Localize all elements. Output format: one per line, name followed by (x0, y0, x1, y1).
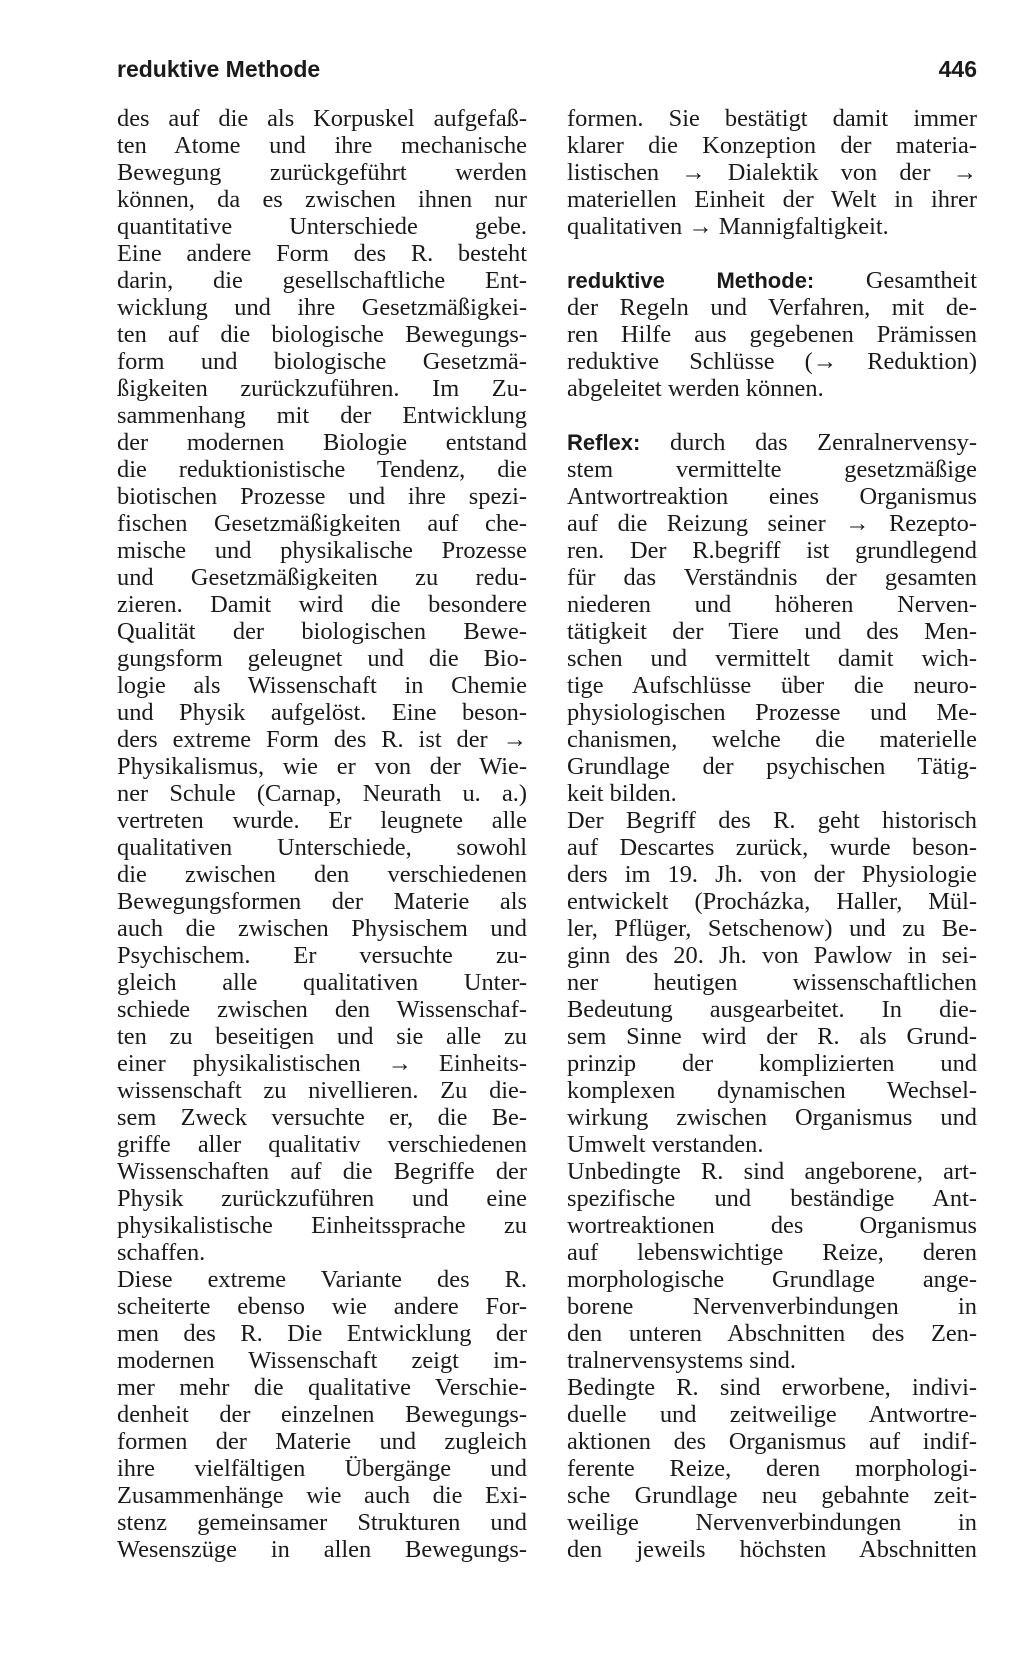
entry-keyword: Reflex: (567, 430, 641, 455)
text-line: formen. Sie bestätigt damit immer (567, 105, 977, 132)
text-line: materiellen Einheit der Welt in ihrer (567, 186, 977, 213)
text-line: prinzip der komplizierten und (567, 1050, 977, 1077)
text-line: und Gesetzmäßigkeiten zu redu- (117, 564, 527, 591)
text-line: logie als Wissenschaft in Chemie (117, 672, 527, 699)
text-line: ler, Pflüger, Setschenow) und zu Be- (567, 915, 977, 942)
running-head (117, 52, 977, 86)
text-line: spezifische und beständige Ant- (567, 1185, 977, 1212)
text-line: sche Grundlage neu gebahnte zeit- (567, 1482, 977, 1509)
text-line: duelle und zeitweilige Antwortre- (567, 1401, 977, 1428)
text-line: gungsform geleugnet und die Bio- (117, 645, 527, 672)
text-line: Qualität der biologischen Bewe- (117, 618, 527, 645)
text-line: können, da es zwischen ihnen nur (117, 186, 527, 213)
left-column (117, 105, 527, 1563)
text-line: ginn des 20. Jh. von Pawlow in sei- (567, 942, 977, 969)
text-line: auf lebenswichtige Reize, deren (567, 1239, 977, 1266)
text-line: Umwelt verstanden. (567, 1131, 764, 1158)
text-line: zieren. Damit wird die besondere (117, 591, 527, 618)
text-line: ten Atome und ihre mechanische (117, 132, 527, 159)
text-line: men des R. Die Entwicklung der (117, 1320, 527, 1347)
text-line: der modernen Biologie entstand (117, 429, 527, 456)
text-line: Zusammenhänge wie auch die Exi- (117, 1482, 527, 1509)
text-line: des auf die als Korpuskel aufgefaß- (117, 105, 527, 132)
text-line: mer mehr die qualitative Verschie- (117, 1374, 527, 1401)
entry-headline (567, 267, 977, 294)
text-line: Eine andere Form des R. besteht (117, 240, 527, 267)
text-line: schiede zwischen den Wissenschaf- (117, 996, 527, 1023)
text-line: Unbedingte R. sind angeborene, art- (567, 1158, 977, 1185)
entry-keyword: reduktive Methode: (567, 268, 815, 293)
running-head-title: reduktive Methode (117, 56, 321, 82)
text-line: ren. Der R.begriff ist grundlegend (567, 537, 977, 564)
text-line: formen der Materie und zugleich (117, 1428, 527, 1455)
text-line: abgeleitet werden können. (567, 375, 824, 402)
text-line: wissenschaft zu nivellieren. Zu die- (117, 1077, 527, 1104)
text-line: vertreten wurde. Er leugnete alle (117, 807, 527, 834)
text-line: fischen Gesetzmäßigkeiten auf che- (117, 510, 527, 537)
text-line: wortreaktionen des Organismus (567, 1212, 977, 1239)
text-line: ten zu beseitigen und sie alle zu (117, 1023, 527, 1050)
text-line: sammenhang mit der Entwicklung (117, 402, 527, 429)
text-line: Physikalismus, wie er von der Wie- (117, 753, 527, 780)
text-line: schen und vermittelt damit wich- (567, 645, 977, 672)
text-line: niederen und höheren Nerven- (567, 591, 977, 618)
text-fragment: Gesamtheit (814, 267, 977, 294)
text-line: physikalistische Einheitssprache zu (117, 1212, 527, 1239)
text-line: einer physikalistischen → Einheits- (117, 1050, 527, 1077)
text-line: sem Zweck versuchte er, die Be- (117, 1104, 527, 1131)
text-line: tralnervensystems sind. (567, 1347, 796, 1374)
text-line: Bedingte R. sind erworbene, indivi- (567, 1374, 977, 1401)
page-number: 446 (938, 56, 977, 82)
text-line: den jeweils höchsten Abschnitten (567, 1536, 977, 1563)
text-line: modernen Wissenschaft zeigt im- (117, 1347, 527, 1374)
text-line: scheiterte ebenso wie andere For- (117, 1293, 527, 1320)
text-line: borene Nervenverbindungen in (567, 1293, 977, 1320)
text-line: und Physik aufgelöst. Eine beson- (117, 699, 527, 726)
text-line: Wesenszüge in allen Bewegungs- (117, 1536, 527, 1563)
text-line: qualitativen → Mannigfaltigkeit. (567, 213, 889, 240)
text-line: Bewegung zurückgeführt werden (117, 159, 527, 186)
text-line: komplexen dynamischen Wechsel- (567, 1077, 977, 1104)
text-line: Diese extreme Variante des R. (117, 1266, 527, 1293)
text-line: der Regeln und Verfahren, mit de- (567, 294, 977, 321)
text-line: Physik zurückzuführen und eine (117, 1185, 527, 1212)
text-line: keit bilden. (567, 780, 677, 807)
text-line: form und biologische Gesetzmä- (117, 348, 527, 375)
text-line: tige Aufschlüsse über die neuro- (567, 672, 977, 699)
text-line: die reduktionistische Tendenz, die (117, 456, 527, 483)
text-line: ferente Reize, deren morphologi- (567, 1455, 977, 1482)
text-line: auf die Reizung seiner → Rezepto- (567, 510, 977, 537)
text-line: morphologische Grundlage ange- (567, 1266, 977, 1293)
text-line: qualitativen Unterschiede, sowohl (117, 834, 527, 861)
entry-spacer (567, 402, 977, 429)
text-line: ßigkeiten zurückzuführen. Im Zu- (117, 375, 527, 402)
text-line: physiologischen Prozesse und Me- (567, 699, 977, 726)
text-line: quantitative Unterschiede gebe. (117, 213, 527, 240)
text-line: Bewegungsformen der Materie als (117, 888, 527, 915)
text-line: ner Schule (Carnap, Neurath u. a.) (117, 780, 527, 807)
text-line: schaffen. (117, 1239, 206, 1266)
text-line: wicklung und ihre Gesetzmäßigkei- (117, 294, 527, 321)
text-line: darin, die gesellschaftliche Ent- (117, 267, 527, 294)
text-line: Grundlage der psychischen Tätig- (567, 753, 977, 780)
text-line: den unteren Abschnitten des Zen- (567, 1320, 977, 1347)
text-line: ren Hilfe aus gegebenen Prämissen (567, 321, 977, 348)
entry-spacer (567, 240, 977, 267)
text-line: gleich alle qualitativen Unter- (117, 969, 527, 996)
text-line: entwickelt (Procházka, Haller, Mül- (567, 888, 977, 915)
right-column (567, 105, 977, 1563)
text-line: reduktive Schlüsse (→ Reduktion) (567, 348, 977, 375)
text-line: stem vermittelte gesetzmäßige (567, 456, 977, 483)
entry-headline (567, 429, 977, 456)
text-line: weilige Nervenverbindungen in (567, 1509, 977, 1536)
text-line: stenz gemeinsamer Strukturen und (117, 1509, 527, 1536)
text-line: ten auf die biologische Bewegungs- (117, 321, 527, 348)
text-line: für das Verständnis der gesamten (567, 564, 977, 591)
text-line: sem Sinne wird der R. als Grund- (567, 1023, 977, 1050)
text-line: ders extreme Form des R. ist der → (117, 726, 527, 753)
text-fragment: durch das Zenralnervensy- (640, 429, 977, 456)
text-line: listischen → Dialektik von der → (567, 159, 977, 186)
text-line: Bedeutung ausgearbeitet. In die- (567, 996, 977, 1023)
text-line: tätigkeit der Tiere und des Men- (567, 618, 977, 645)
text-line: ihre vielfältigen Übergänge und (117, 1455, 527, 1482)
text-line: klarer die Konzeption der materia- (567, 132, 977, 159)
text-line: wirkung zwischen Organismus und (567, 1104, 977, 1131)
text-line: mische und physikalische Prozesse (117, 537, 527, 564)
text-line: chanismen, welche die materielle (567, 726, 977, 753)
text-line: auf Descartes zurück, wurde beson- (567, 834, 977, 861)
text-line: die zwischen den verschiedenen (117, 861, 527, 888)
text-line: aktionen des Organismus auf indif- (567, 1428, 977, 1455)
text-line: Wissenschaften auf die Begriffe der (117, 1158, 527, 1185)
text-line: Der Begriff des R. geht historisch (567, 807, 977, 834)
text-line: biotischen Prozesse und ihre spezi- (117, 483, 527, 510)
text-line: ders im 19. Jh. von der Physiologie (567, 861, 977, 888)
text-line: Antwortreaktion eines Organismus (567, 483, 977, 510)
text-line: Psychischem. Er versuchte zu- (117, 942, 527, 969)
text-line: ner heutigen wissenschaftlichen (567, 969, 977, 996)
text-line: denheit der einzelnen Bewegungs- (117, 1401, 527, 1428)
text-line: griffe aller qualitativ verschiedenen (117, 1131, 527, 1158)
text-line: auch die zwischen Physischem und (117, 915, 527, 942)
